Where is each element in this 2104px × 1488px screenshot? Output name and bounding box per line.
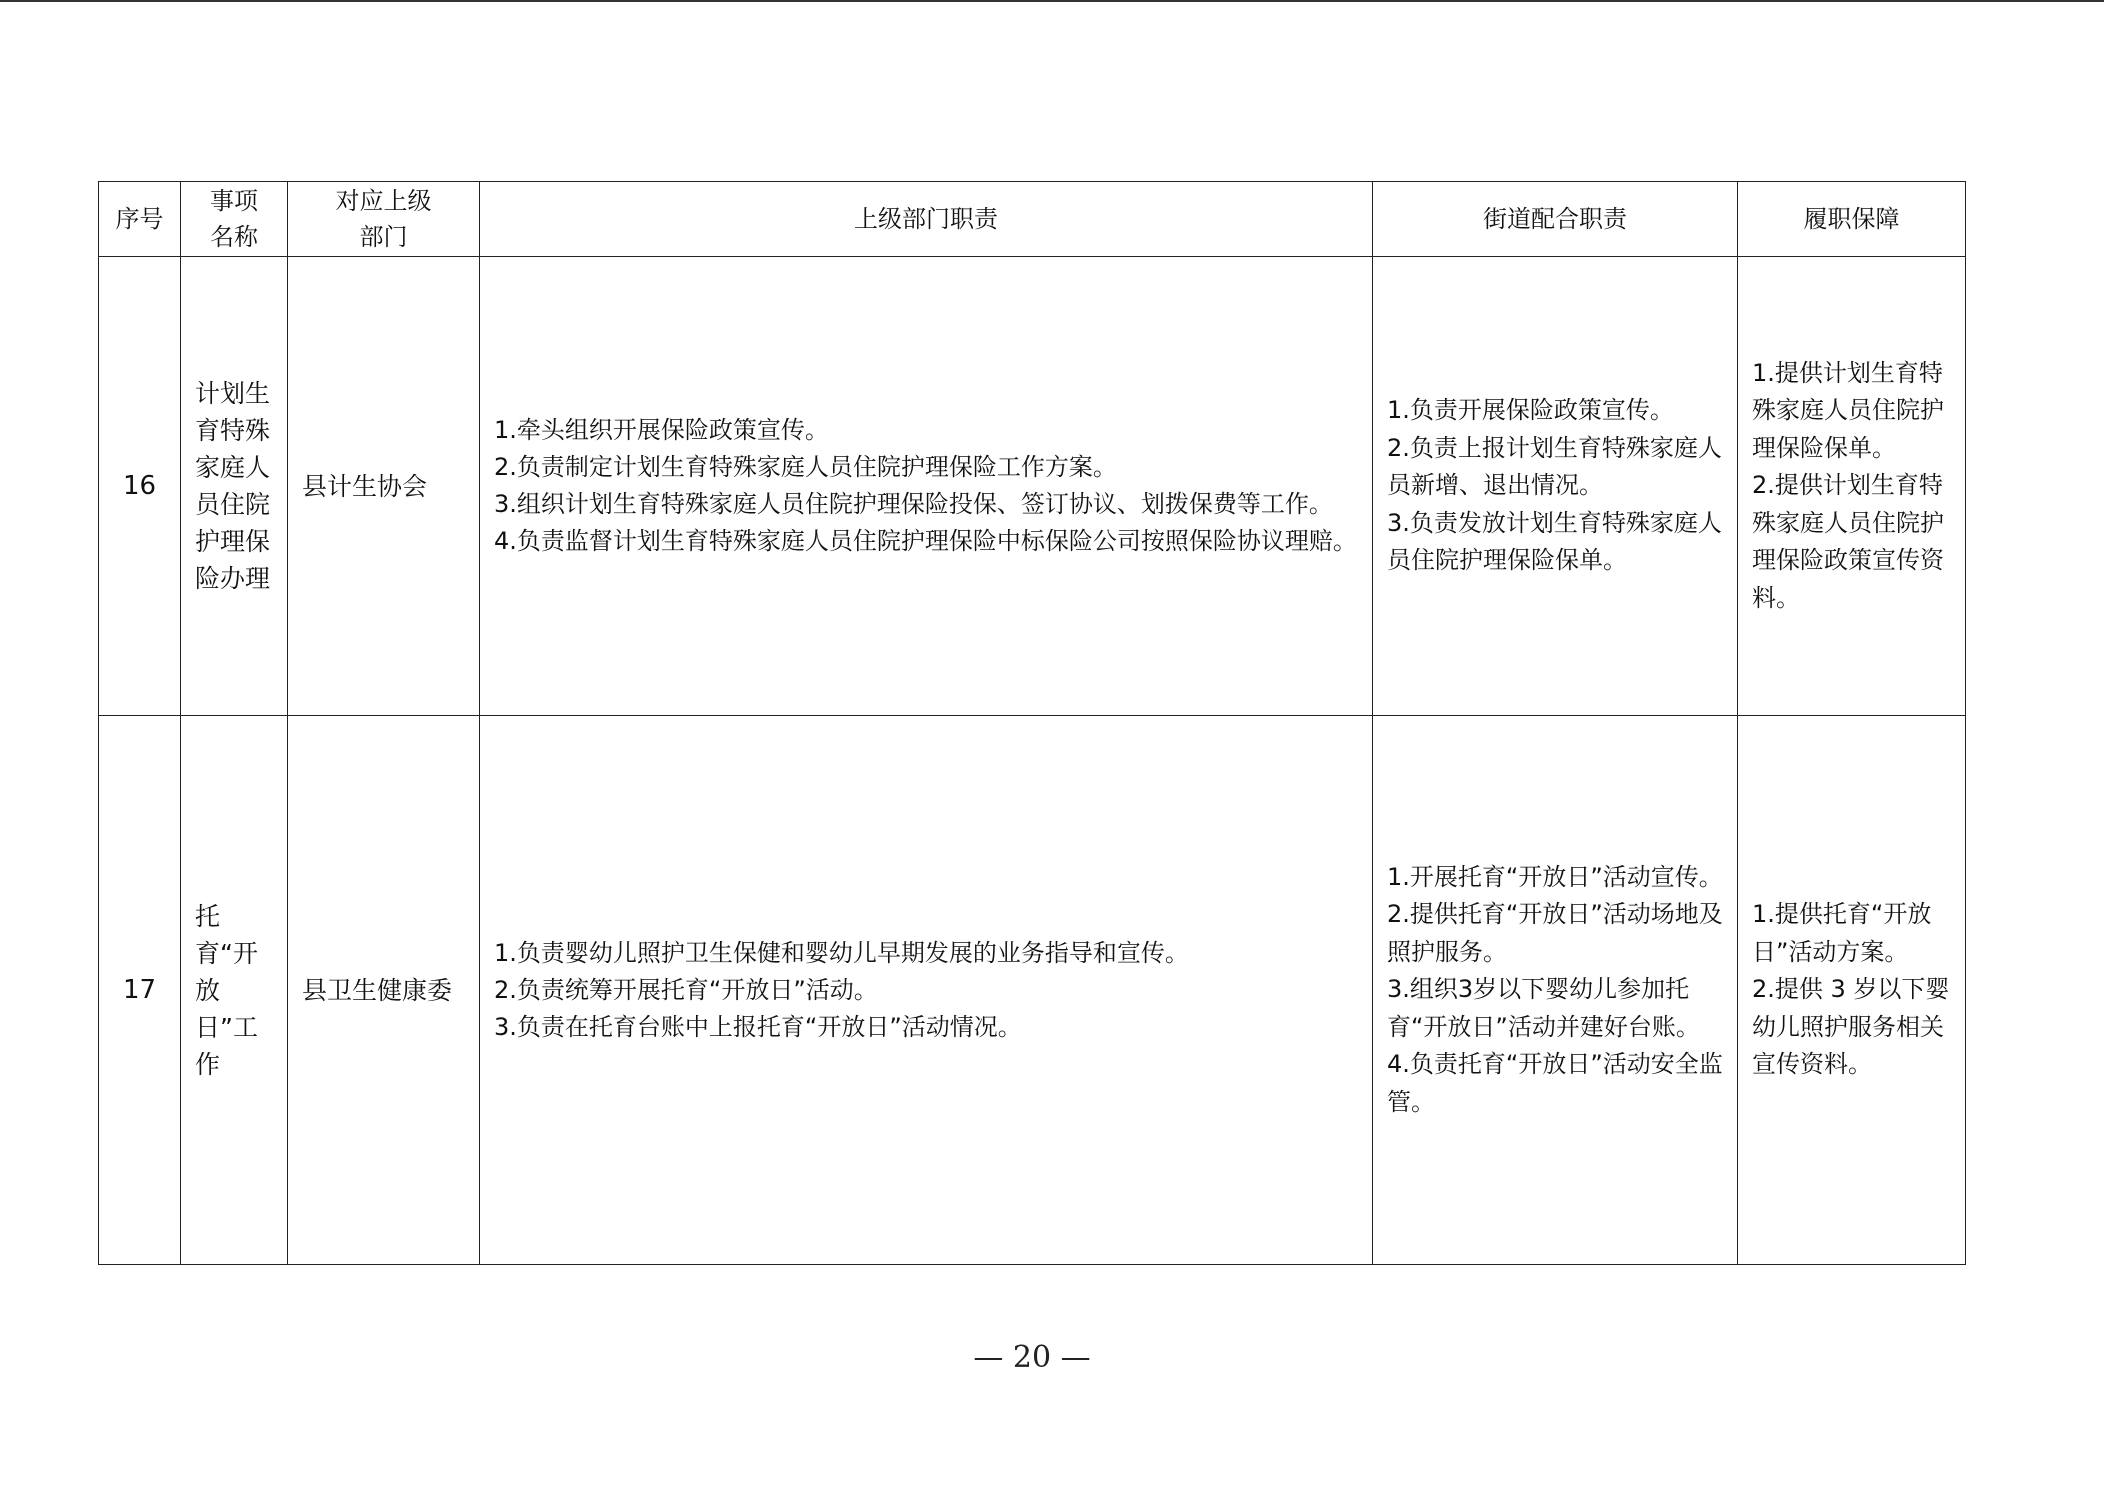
row-street-duty bbox=[1373, 716, 1738, 1265]
table-header-row bbox=[99, 182, 1966, 257]
duty-line: 1.提供托育“开放日”活动方案。 bbox=[1752, 900, 1932, 966]
duty-line: 2.负责上报计划生育特殊家庭人员新增、退出情况。 bbox=[1387, 433, 1722, 500]
duty-line: 3.组织计划生育特殊家庭人员住院护理保险投保、签订协议、划拨保费等工作。 bbox=[494, 490, 1333, 518]
duty-line: 2.提供计划生育特殊家庭人员住院护理保险政策宣传资料。 bbox=[1752, 471, 1944, 612]
row-item-name: 计划生育特殊家庭人员住院护理保险办理 bbox=[181, 257, 288, 716]
header-superior-duty: 上级部门职责 bbox=[480, 182, 1373, 257]
duty-table bbox=[98, 181, 1966, 1265]
duty-line: 2.提供托育“开放日”活动场地及照护服务。 bbox=[1387, 900, 1723, 966]
row-superior-duty bbox=[480, 716, 1373, 1265]
row-superior-duty bbox=[480, 257, 1373, 716]
duty-line: 2.提供 3 岁以下婴幼儿照护服务相关宣传资料。 bbox=[1752, 975, 1950, 1079]
duty-line: 3.负责在托育台账中上报托育“开放日”活动情况。 bbox=[494, 1012, 1022, 1041]
row-dept: 县卫生健康委 bbox=[288, 716, 480, 1265]
row-guarantee bbox=[1738, 257, 1966, 716]
row-item-name: 托育“开放日”工作 bbox=[181, 716, 288, 1265]
row-dept: 县计生协会 bbox=[288, 257, 480, 716]
row-seq: 16 bbox=[99, 257, 181, 716]
row-seq: 17 bbox=[99, 716, 181, 1265]
page-number: — 20 — bbox=[973, 1340, 1091, 1375]
table-row bbox=[99, 257, 1966, 716]
duty-line: 2.负责统筹开展托育“开放日”活动。 bbox=[494, 975, 878, 1004]
row-guarantee bbox=[1738, 716, 1966, 1265]
duty-line: 3.组织3岁以下婴幼儿参加托育“开放日”活动并建好台账。 bbox=[1387, 975, 1700, 1041]
duty-line: 1.牵头组织开展保险政策宣传。 bbox=[494, 416, 829, 444]
header-street-duty: 街道配合职责 bbox=[1373, 182, 1738, 257]
duty-line: 1.负责婴幼儿照护卫生保健和婴幼儿早期发展的业务指导和宣传。 bbox=[494, 938, 1189, 967]
duty-line: 4.负责监督计划生育特殊家庭人员住院护理保险中标保险公司按照保险协议理赔。 bbox=[494, 527, 1357, 555]
table-row bbox=[99, 716, 1966, 1265]
header-seq: 序号 bbox=[99, 182, 181, 257]
duty-line: 1.负责开展保险政策宣传。 bbox=[1387, 396, 1674, 425]
header-dept-text: 对应上级部门 bbox=[335, 187, 432, 251]
top-border-line bbox=[0, 0, 2104, 2]
header-dept bbox=[288, 182, 480, 257]
duty-line: 3.负责发放计划生育特殊家庭人员住院护理保险保单。 bbox=[1387, 508, 1722, 575]
duty-line: 4.负责托育“开放日”活动安全监管。 bbox=[1387, 1050, 1723, 1116]
duty-line: 2.负责制定计划生育特殊家庭人员住院护理保险工作方案。 bbox=[494, 453, 1117, 481]
header-item-name-text: 事项名称 bbox=[210, 187, 258, 251]
row-street-duty bbox=[1373, 257, 1738, 716]
duty-line: 1.开展托育“开放日”活动宣传。 bbox=[1387, 862, 1723, 891]
header-item-name bbox=[181, 182, 288, 257]
duty-line: 1.提供计划生育特殊家庭人员住院护理保险保单。 bbox=[1752, 358, 1944, 462]
header-guarantee: 履职保障 bbox=[1738, 182, 1966, 257]
